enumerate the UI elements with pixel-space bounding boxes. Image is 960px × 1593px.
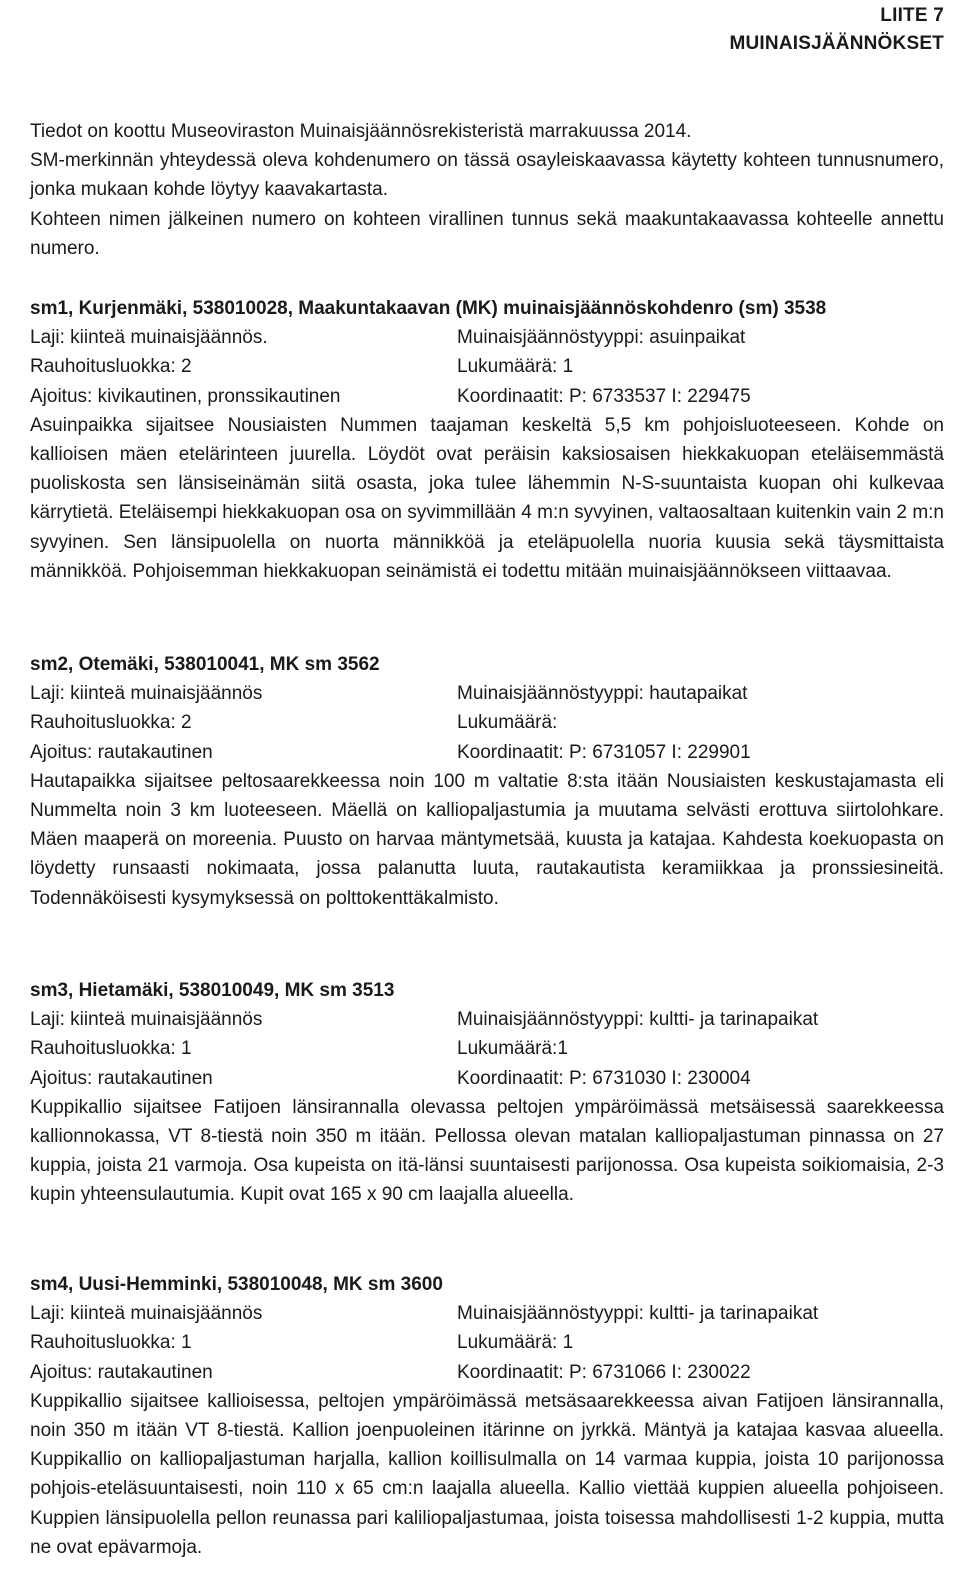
site-description: Kuppikallio sijaitsee kallioisessa, peltojen ympäröimässä metsäsaarekkeessa aivan Fatijoen länsirannalla, noin 350 m itään VT 8-tiestä. Kallion joenpuoleinen itärinne on jyrkkä. Mäntyä ja katajaa kasvaa alueella. Kuppikallio on kalliopaljastuman harjalla, kallion koillisulmalla on 14 varmaa kuppia, joista 10 parijonossa pohjois-eteläsuuntaisesti, noin 110 x 65 cm:n laajalla alueella. Kallio viettää kuppien alueella pohjoiseen. Kuppien länsipuolella pellon reunassa pari kaliliopaljastumaa, joista toisessa mahdollisesti 1-2 kuppia, mutta ne ovat epävarmoja.: [30, 1390, 944, 1558]
site-title: sm2, Otemäki, 538010041, MK sm 3562: [30, 654, 380, 675]
site-koordinaatit: Koordinaatit: P: 6731030 I: 230004: [457, 1067, 751, 1089]
site-ajoitus: Ajoitus: rautakautinen: [30, 1361, 213, 1383]
attr-row: [30, 708, 944, 737]
site-tyyppi: Muinaisjäännöstyyppi: asuinpaikat: [457, 327, 746, 349]
site-rauhoitus: Rauhoitusluokka: 2: [30, 356, 192, 378]
site-lukumaara: Lukumäärä: 1: [457, 356, 574, 378]
site-description: Asuinpaikka sijaitsee Nousiaisten Nummen taajaman keskeltä 5,5 km pohjoisluoteeseen. Kohde on kallioisen mäen etelärinteen juurella. Löydöt ovat peräisin kaksiosaisen hiekkakuopan eteläisemmästä puoliskosta sen länsiseinämän siitä osasta, joka tulee lähemmin N-S-suuntaista kuopan ohi kulkevaa kärrytietä. Eteläisempi hiekkakuopan osa on syvimmillään 4 m:n syvyinen, valtaosaltaan kuitenkin vain 2 m:n syvyinen. Sen länsipuolella on nuorta männikköä ja eteläpuolella nuoria kuusia sekä täysmittaista männikköä. Pohjoisemman hiekkakuopan seinämistä ei todettu mitään muinaisjäännökseen viittaavaa.: [30, 414, 944, 582]
site-title: sm3, Hietamäki, 538010049, MK sm 3513: [30, 980, 395, 1001]
site-koordinaatit: Koordinaatit: P: 6733537 I: 229475: [457, 385, 751, 407]
site-rauhoitus: Rauhoitusluokka: 1: [30, 1332, 192, 1354]
attr-row: [30, 1064, 944, 1093]
site-laji: Laji: kiinteä muinaisjäännös: [30, 683, 263, 705]
site-description: Kuppikallio sijaitsee Fatijoen länsirannalla olevassa peltojen ympäröimässä metsäisessä saarekkeessa kallionnokassa, VT 8-tiestä noin 350 m itään. Pellossa olevan matalan kalliopaljastuman pinnassa on 27 kuppia, joista 21 varmoja. Osa kupeista on itä-länsi suuntaisesti parijonossa. Osa kupeista soikiomaisia, 2-3 kupin yhteensulautumia. Kupit ovat 165 x 90 cm laajalla alueella.: [30, 1096, 944, 1206]
page-title: MUINAISJÄÄNNÖKSET: [729, 33, 944, 54]
intro-line-source: Tiedot on koottu Museoviraston Muinaisjäännösrekisteristä marrakuussa 2014.: [30, 121, 692, 142]
page-header: [729, 2, 944, 58]
attr-row: [30, 323, 944, 352]
site-description: Hautapaikka sijaitsee peltosaarekkeessa noin 100 m valtatie 8:sta itään Nousiaisten keskustajamasta eli Nummelta noin 3 km luoteeseen. Mäellä on kalliopaljastumia ja muutama selvästi erottuva siirtolohkare. Mäen maaperä on moreenia. Puusto on harvaa mäntymetsää, kuusta ja katajaa. Kahdesta koekuopasta on löydetty runsaasti nokimaata, jossa palanutta luuta, rautakautista keramiikkaa ja pronssiesineitä. Todennäköisesti kysymyksessä on polttokenttäkalmisto.: [30, 770, 944, 909]
site-title: sm4, Uusi-Hemminki, 538010048, MK sm 3600: [30, 1274, 443, 1295]
attr-row: [30, 382, 944, 411]
appendix-label: LIITE 7: [880, 5, 944, 26]
site-lukumaara: Lukumäärä: 1: [457, 1332, 574, 1354]
attr-row: [30, 1005, 944, 1034]
attr-row: [30, 679, 944, 708]
attr-row: [30, 738, 944, 767]
site-lukumaara: Lukumäärä:: [457, 712, 558, 734]
attr-row: [30, 1034, 944, 1063]
intro-text: [30, 117, 944, 263]
site-tyyppi: Muinaisjäännöstyyppi: kultti- ja tarinapaikat: [457, 1009, 819, 1031]
site-entry-sm4: [30, 1270, 944, 1562]
attr-row: [30, 1328, 944, 1357]
site-entry-sm1: [30, 294, 944, 586]
site-entry-sm2: [30, 650, 944, 913]
site-koordinaatit: Koordinaatit: P: 6731057 I: 229901: [457, 741, 751, 763]
intro-line-id-number: Kohteen nimen jälkeinen numero on kohteen virallinen tunnus sekä maakuntakaavassa kohteelle annettu numero.: [30, 208, 944, 259]
site-koordinaatit: Koordinaatit: P: 6731066 I: 230022: [457, 1361, 751, 1383]
site-tyyppi: Muinaisjäännöstyyppi: hautapaikat: [457, 683, 748, 705]
site-laji: Laji: kiinteä muinaisjäännös.: [30, 327, 268, 349]
site-laji: Laji: kiinteä muinaisjäännös: [30, 1303, 263, 1325]
site-rauhoitus: Rauhoitusluokka: 1: [30, 1038, 192, 1060]
attr-row: [30, 1358, 944, 1387]
site-title: sm1, Kurjenmäki, 538010028, Maakuntakaavan (MK) muinaisjäännöskohdenro (sm) 3538: [30, 298, 827, 319]
site-ajoitus: Ajoitus: rautakautinen: [30, 741, 213, 763]
site-ajoitus: Ajoitus: rautakautinen: [30, 1067, 213, 1089]
site-lukumaara: Lukumäärä:1: [457, 1038, 568, 1060]
site-entry-sm3: [30, 976, 944, 1210]
site-laji: Laji: kiinteä muinaisjäännös: [30, 1009, 263, 1031]
attr-row: [30, 1299, 944, 1328]
site-rauhoitus: Rauhoitusluokka: 2: [30, 712, 192, 734]
intro-line-sm-number: SM-merkinnän yhteydessä oleva kohdenumero on tässä osayleiskaavassa käytetty kohteen tunnusnumero, jonka mukaan kohde löytyy kaavakartasta.: [30, 150, 944, 201]
attr-row: [30, 352, 944, 381]
site-ajoitus: Ajoitus: kivikautinen, pronssikautinen: [30, 385, 341, 407]
site-tyyppi: Muinaisjäännöstyyppi: kultti- ja tarinapaikat: [457, 1303, 819, 1325]
